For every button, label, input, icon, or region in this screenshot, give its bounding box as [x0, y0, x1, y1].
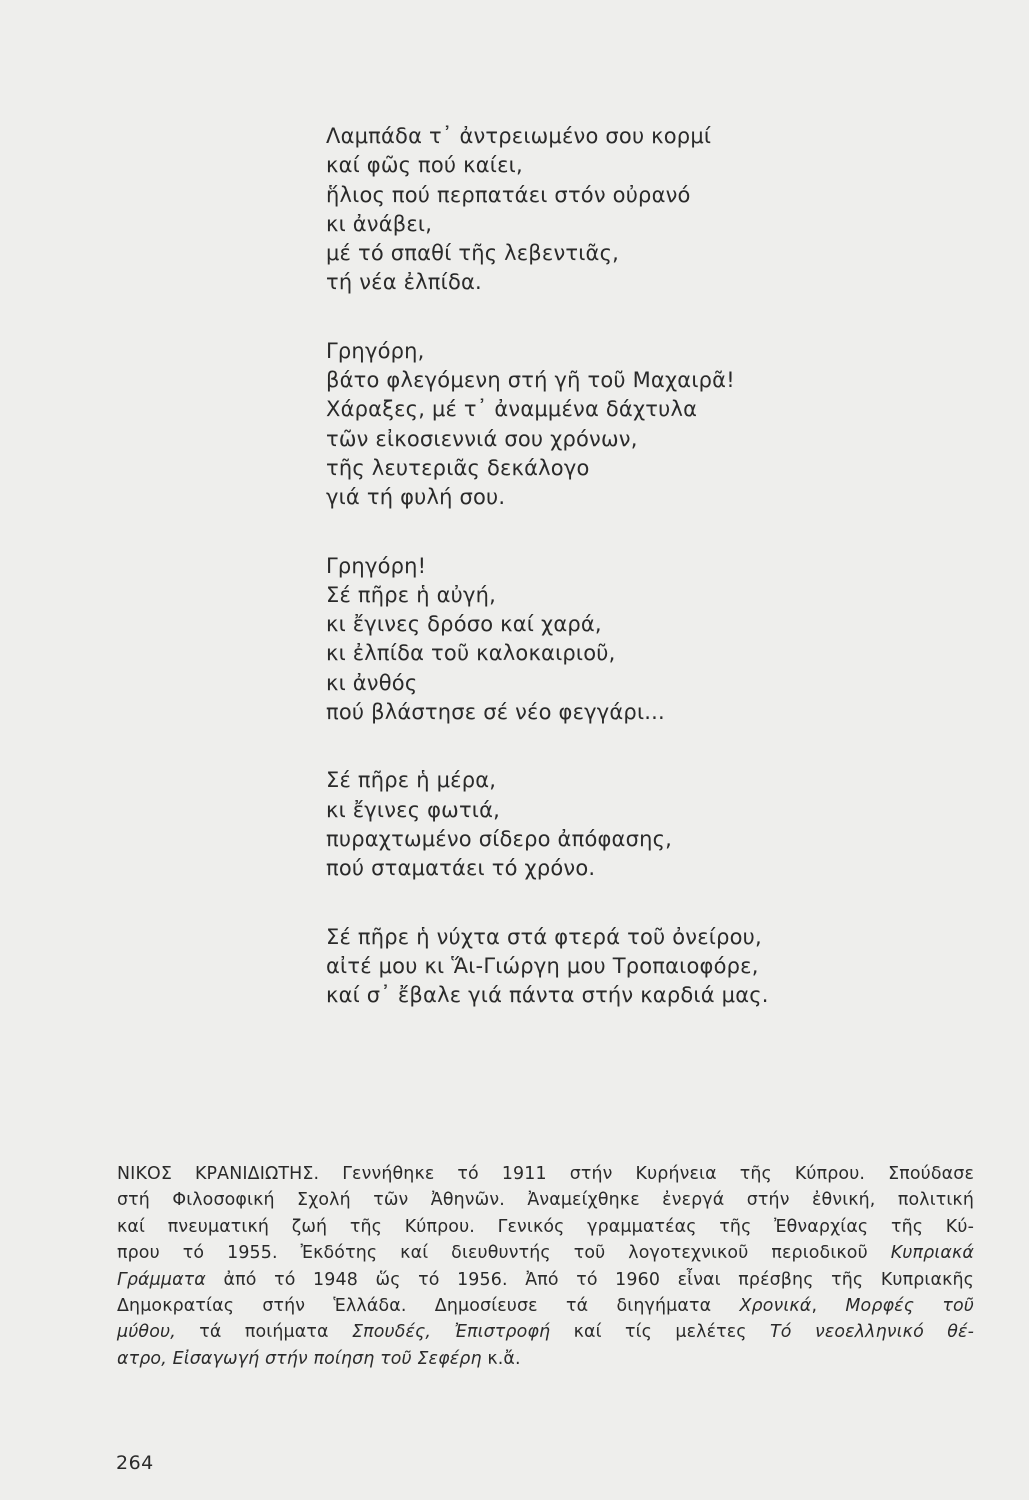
poem-line: τῶν εἰκοσιεννιά σου χρόνων,: [326, 426, 638, 451]
poem-line: Χάραξες, μέ τ᾽ ἀναμμένα δάχτυλα: [326, 397, 698, 422]
bio-line-3: [117, 1214, 974, 1240]
bio-line-8: [117, 1346, 974, 1372]
poem-line: Σέ πῆρε ἡ νύχτα στά φτερά τοῦ ὀνείρου,: [326, 924, 762, 949]
poem-line: καί φῶς πού καίει,: [326, 153, 523, 178]
poem-line: Σέ πῆρε ἡ αὐγή,: [326, 582, 496, 607]
bio-line-5: [117, 1267, 974, 1293]
work-title: Σπουδές, Ἐπιστροφή: [351, 1322, 551, 1343]
bio-line-7: [117, 1319, 974, 1345]
bio-text: καί πνευματική ζωή τῆς Κύπρου. Γενικός γραμματέας τῆς Ἐθναρχίας τῆς Κύ-: [117, 1216, 974, 1237]
poem-stanza-3: [326, 552, 966, 728]
bio-text: Δημοκρατίας στήν Ἑλλάδα. Δημοσίευσε τά διηγήματα: [117, 1296, 712, 1317]
poem-line: κι ἀνάβει,: [326, 211, 433, 236]
journal-title: Κυπριακά: [890, 1243, 974, 1264]
poem-line: πού βλάστησε σέ νέο φεγγάρι...: [326, 700, 665, 725]
poem-stanza-5: [326, 923, 966, 1011]
poem-stanza-4: [326, 766, 966, 883]
work-title: Τό νεοελληνικό θέ-: [770, 1322, 974, 1343]
poem-line: τή νέα ἐλπίδα.: [326, 270, 482, 295]
poem-line: κι ἀνθός: [326, 670, 418, 695]
bio-text: κ.ἄ.: [487, 1348, 521, 1369]
bio-line-2: [117, 1187, 974, 1213]
bio-text: πρου τό 1955. Ἐκδότης καί διευθυντής τοῦ λογοτεχνικοῦ περιοδικοῦ: [117, 1243, 868, 1264]
poem-line: Λαμπάδα τ᾽ ἀντρειωμένο σου κορμί: [326, 124, 712, 148]
poem-line: τῆς λευτεριᾶς δεκάλογο: [326, 455, 590, 480]
bio-text: τά ποιήματα: [199, 1322, 329, 1343]
poem-line: ἥλιος πού περπατάει στόν οὐρανό: [326, 182, 691, 207]
poem-line: καί σ᾽ ἔβαλε γιά πάντα στήν καρδιά μας.: [326, 983, 769, 1008]
poem-line: κι ἐλπίδα τοῦ καλοκαιριοῦ,: [326, 641, 616, 666]
poem-line: Γρηγόρη,: [326, 338, 425, 363]
bio-line-1: [117, 1161, 974, 1187]
poem-line: κι ἔγινες δρόσο καί χαρά,: [326, 612, 602, 637]
bio-line-6: [117, 1293, 974, 1319]
work-title: Χρονικά: [739, 1296, 812, 1317]
bio-line-4: [117, 1240, 974, 1266]
poem-line: Γρηγόρη!: [326, 553, 427, 578]
journal-title: Γράμματα: [117, 1269, 206, 1290]
poem: [326, 122, 966, 1049]
poem-line: πυραχτωμένο σίδερο ἀπόφασης,: [326, 826, 673, 851]
bio-text: ἀπό τό 1948 ὥς τό 1956. Ἀπό τό 1960 εἶναι πρέσβης τῆς Κυπριακῆς: [223, 1269, 975, 1290]
poem-line: κι ἔγινες φωτιά,: [326, 797, 501, 822]
bio-text: στή Φιλοσοφική Σχολή τῶν Ἀθηνῶν. Ἀναμείχθηκε ἐνεργά στήν ἐθνική, πολιτική: [117, 1190, 974, 1211]
poem-line: γιά τή φυλή σου.: [326, 485, 506, 510]
poem-stanza-1: [326, 122, 966, 298]
bio-text: καί τίς μελέτες: [573, 1322, 747, 1343]
bio-text: ΝΙΚΟΣ ΚΡΑΝΙΔΙΩΤΗΣ. Γεννήθηκε τό 1911 στήν Κυρήνεια τῆς Κύπρου. Σπούδασε: [117, 1164, 974, 1184]
bio-text: ,: [811, 1296, 818, 1317]
page-number: 264: [116, 1452, 154, 1474]
work-title: μύθου,: [117, 1322, 176, 1343]
poem-stanza-2: [326, 337, 966, 513]
poem-line: αἰτέ μου κι Ἅι-Γιώργη μου Τροπαιοφόρε,: [326, 953, 759, 978]
poem-line: βάτο φλεγόμενη στή γῆ τοῦ Μαχαιρᾶ!: [326, 368, 735, 393]
author-biography: [117, 1161, 974, 1372]
work-title: ατρο, Εἰσαγωγή στήν ποίηση τοῦ Σεφέρη: [117, 1348, 482, 1369]
poem-line: μέ τό σπαθί τῆς λεβεντιᾶς,: [326, 241, 619, 266]
poem-line: πού σταματάει τό χρόνο.: [326, 856, 596, 881]
poem-line: Σέ πῆρε ἡ μέρα,: [326, 768, 497, 793]
work-title: Μορφές τοῦ: [845, 1296, 974, 1317]
